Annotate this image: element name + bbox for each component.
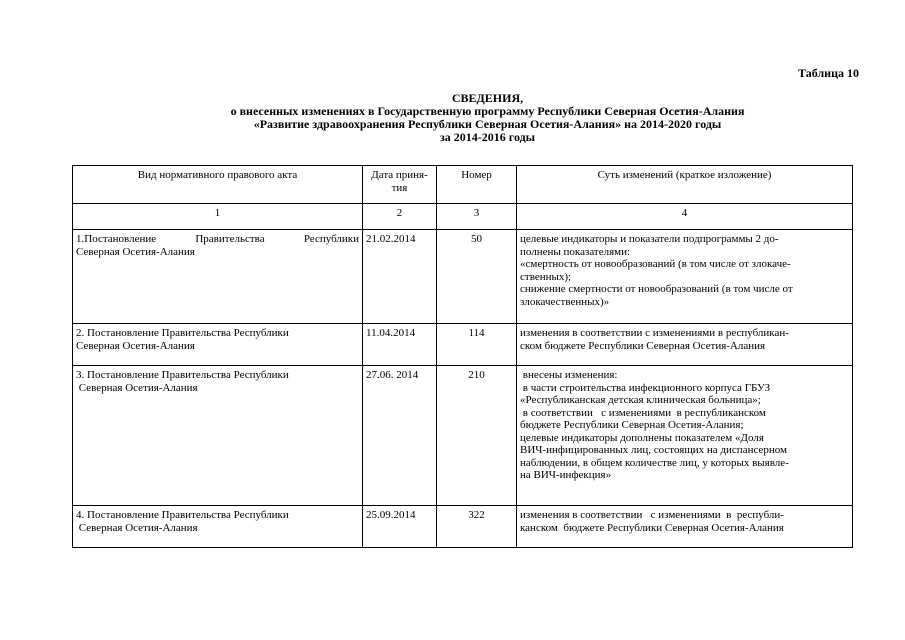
header-number: Номер — [437, 166, 517, 204]
row-essence: изменения в соответствии с изменениями в республикан- ском бюджете Республики Северная Осетия-Алания — [517, 324, 853, 366]
row-act-type: 2. Постановление Правительства Республики Северная Осетия-Алания — [73, 324, 363, 366]
row-act-type: 3. Постановление Правительства Республики Северная Осетия-Алания — [73, 366, 363, 506]
table-row — [73, 324, 853, 366]
column-number-row — [73, 204, 853, 230]
table-header-row — [73, 166, 853, 204]
row-number: 114 — [437, 324, 517, 366]
row-date: 11.04.2014 — [363, 324, 437, 366]
heading-title: СВЕДЕНИЯ, — [451, 91, 524, 105]
header-date: Дата приня- тия — [363, 166, 437, 204]
header-act-type: Вид нормативного правового акта — [73, 166, 363, 204]
row-act-type: 4. Постановление Правительства Республики Северная Осетия-Алания — [73, 506, 363, 548]
row-essence: целевые индикаторы и показатели подпрограммы 2 до- полнены показателями: «смертность от новообразований (в том числе от злокаче- ственных); снижение смертности от новообразований (в том числе от злокачественных)» — [517, 230, 853, 324]
row-date: 25.09.2014 — [363, 506, 437, 548]
column-number: 4 — [517, 204, 853, 230]
row-number: 322 — [437, 506, 517, 548]
heading-line-2: о внесенных изменениях в Государственную программу Республики Северная Осетия-Алания — [230, 104, 745, 118]
heading-line-4: за 2014-2016 годы — [439, 130, 536, 144]
row-essence: изменения в соответствии с изменениями в республи- канском бюджете Республики Северная Осетия-Алания — [517, 506, 853, 548]
table-row — [73, 230, 853, 324]
column-number: 1 — [73, 204, 363, 230]
table-row — [73, 506, 853, 548]
heading-line-3: «Развитие здравоохранения Республики Северная Осетия-Алания» на 2014-2020 годы — [253, 117, 722, 131]
row-date: 27.06. 2014 — [363, 366, 437, 506]
row-essence: внесены изменения: в части строительства инфекционного корпуса ГБУЗ «Республиканская детская клиническая больница»; в соответствии с изменениями в республиканском бюджете Республики Северная Осетия-Алания; целевые индикаторы дополнены показателем «Доля ВИЧ-инфицированных лиц, состоящих на диспансерном наблюдении, в общем количестве лиц, у которых выявле- на ВИЧ-инфекция» — [517, 366, 853, 506]
row-number: 50 — [437, 230, 517, 324]
document-heading — [60, 92, 905, 144]
table-row — [73, 366, 853, 506]
row-number: 210 — [437, 366, 517, 506]
changes-table — [72, 165, 853, 548]
table-label: Таблица 10 — [798, 66, 859, 80]
header-essence: Суть изменений (краткое изложение) — [517, 166, 853, 204]
column-number: 2 — [363, 204, 437, 230]
row-date: 21.02.2014 — [363, 230, 437, 324]
row-act-type: 1.Постановление Правительства Республики Северная Осетия-Алания — [73, 230, 363, 324]
column-number: 3 — [437, 204, 517, 230]
